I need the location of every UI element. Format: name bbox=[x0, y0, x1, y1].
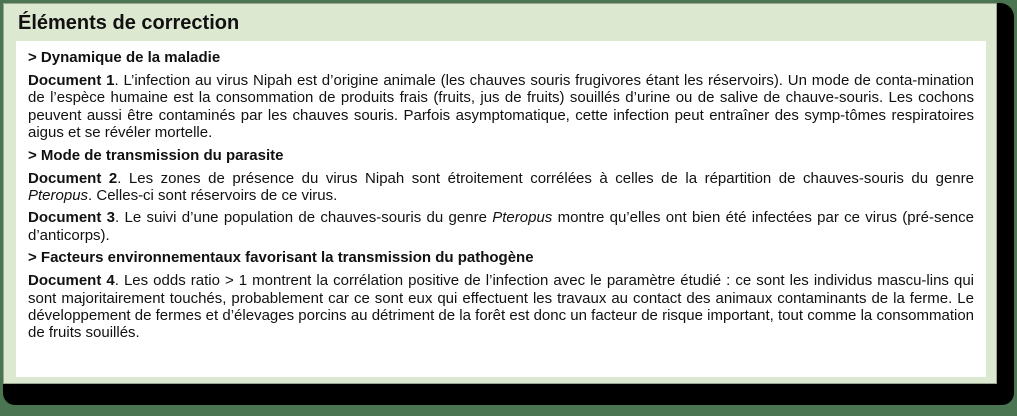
content-panel bbox=[16, 41, 986, 377]
section-heading-transmission: > Mode de transmission du parasite bbox=[28, 146, 284, 164]
document-2-text-after: . Celles-ci sont réservoirs de ce virus. bbox=[88, 187, 338, 205]
section-heading-facteurs: > Facteurs environnementaux favorisant la transmission du pathogène bbox=[28, 249, 534, 267]
document-2-genus: Pteropus bbox=[28, 187, 89, 205]
document-4-text: . Les odds ratio > 1 montrent la corrélation positive de l’infection avec le paramètre étudié : ce sont les individus mascu-lins qui sont majoritairement touchés, probablement car ce sont eux qui effectuent les travaux au contact des animaux contaminants de la ferme. Le développement de fermes et d’élevages porcins au détriment de la forêt est donc un facteur de risque important, tout comme la consommation de fruits souillés. bbox=[28, 272, 974, 342]
document-2-label: Document 2 bbox=[28, 169, 118, 187]
page-title: Éléments de correction bbox=[18, 12, 240, 34]
section-heading-dynamique: > Dynamique de la maladie bbox=[28, 49, 221, 66]
document-4-paragraph bbox=[28, 272, 974, 342]
document-3-paragraph bbox=[28, 209, 974, 244]
document-1-label: Document 1 bbox=[28, 72, 115, 89]
document-3-text-after: montre qu’elles ont bien été infectées par ce virus (pré-sence d’anticorps). bbox=[28, 209, 974, 244]
document-3-text-before: . Le suivi d’une population de chauves-souris du genre bbox=[115, 209, 493, 227]
document-1-text: . L’infection au virus Nipah est d’origine animale (les chauves souris frugivores étant les réservoirs). Un mode de conta-mination de l’espèce humaine est la consommation de produits frais (fruits, jus de fruits) souillés d’urine ou de salive de chauve-souris. Les cochons peuvent aussi être contaminés par les chauves souris. Parfois asymptomatique, cette infection peut entraîner des symp-tômes respiratoires aigus et se révéler mortelle. bbox=[28, 72, 974, 142]
document-2-text-before: . Les zones de présence du virus Nipah sont étroitement corrélées à celles de la répartition de chauves-souris du genre bbox=[117, 169, 974, 187]
document-3-label: Document 3 bbox=[28, 209, 115, 227]
document-1-paragraph bbox=[28, 72, 974, 142]
document-2-paragraph bbox=[28, 170, 974, 205]
correction-box bbox=[3, 3, 997, 384]
document-3-genus: Pteropus bbox=[492, 209, 553, 227]
document-4-label: Document 4 bbox=[28, 272, 115, 290]
